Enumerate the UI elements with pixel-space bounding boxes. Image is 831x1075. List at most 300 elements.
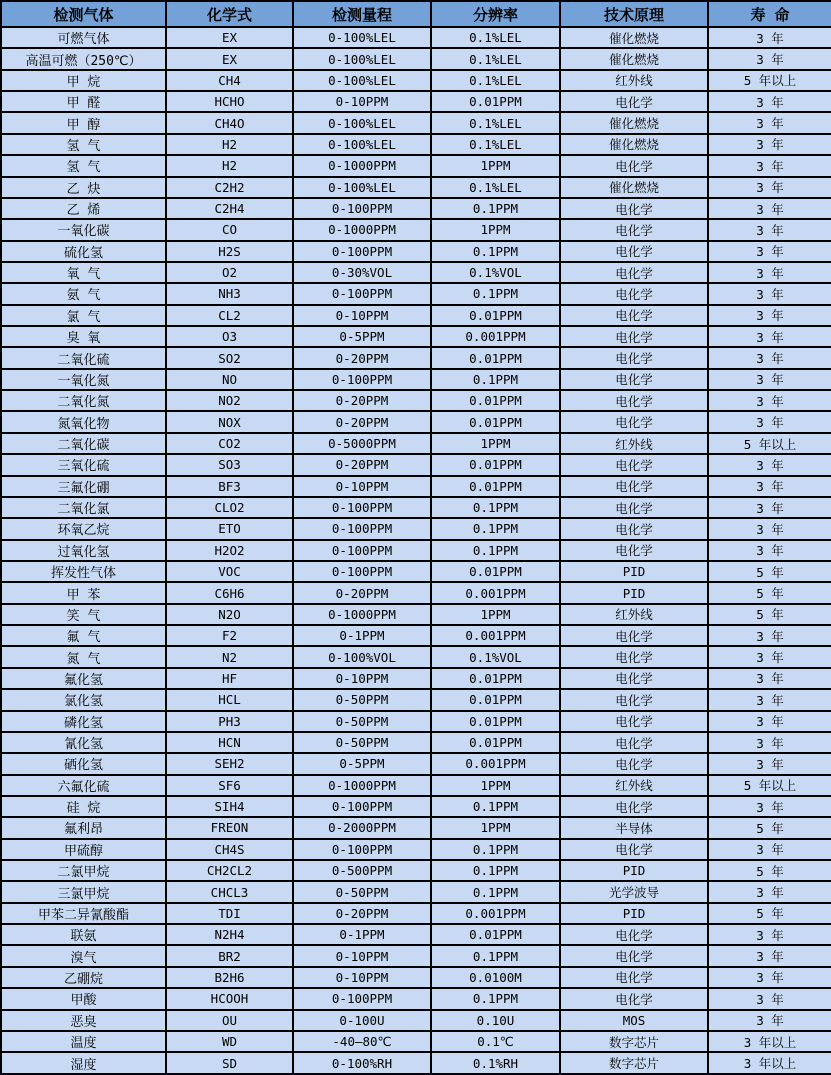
lifespan-cell: 3 年 (708, 1010, 831, 1031)
gas-name-cell: 氮氧化物 (1, 411, 166, 432)
formula-cell: CH4S (166, 839, 293, 860)
gas-name-cell: 硅 烷 (1, 796, 166, 817)
range-cell: 0-100PPM (293, 369, 431, 390)
table-row (1, 241, 831, 262)
range-cell: 0-100%VOL (293, 646, 431, 667)
gas-name-cell: 一氧化碳 (1, 219, 166, 240)
lifespan-cell: 3 年 (708, 155, 831, 176)
resolution-cell: 0.1PPM (431, 860, 560, 881)
gas-name-cell: 硒化氢 (1, 753, 166, 774)
range-cell: 0-20PPM (293, 903, 431, 924)
lifespan-cell: 3 年 (708, 839, 831, 860)
gas-name-cell: 可燃气体 (1, 27, 166, 48)
gas-name-cell: 高温可燃（250℃） (1, 48, 166, 69)
range-cell: 0-20PPM (293, 347, 431, 368)
lifespan-cell: 3 年 (708, 48, 831, 69)
table-row (1, 924, 831, 945)
gas-name-cell: 二氧化氯 (1, 497, 166, 518)
lifespan-cell: 3 年 (708, 711, 831, 732)
table-body (1, 27, 831, 1074)
resolution-cell: 0.1PPM (431, 988, 560, 1009)
table-row (1, 988, 831, 1009)
principle-cell: 电化学 (560, 796, 708, 817)
resolution-cell: 0.1%LEL (431, 177, 560, 198)
gas-name-cell: 二氧化硫 (1, 347, 166, 368)
resolution-cell: 0.10U (431, 1010, 560, 1031)
range-cell: 0-1000PPM (293, 604, 431, 625)
gas-name-cell: 氨 气 (1, 283, 166, 304)
range-cell: 0-100PPM (293, 796, 431, 817)
table-row (1, 711, 831, 732)
formula-cell: FREON (166, 817, 293, 838)
resolution-cell: 0.01PPM (431, 390, 560, 411)
lifespan-cell: 3 年 (708, 945, 831, 966)
principle-cell: 半导体 (560, 817, 708, 838)
formula-cell: CO (166, 219, 293, 240)
table-row (1, 390, 831, 411)
range-cell: 0-10PPM (293, 967, 431, 988)
formula-cell: NOX (166, 411, 293, 432)
table-row (1, 91, 831, 112)
header-lifespan-cell: 寿 命 (708, 1, 831, 27)
formula-cell: OU (166, 1010, 293, 1031)
formula-cell: EX (166, 48, 293, 69)
resolution-cell: 0.01PPM (431, 732, 560, 753)
resolution-cell: 0.1%LEL (431, 27, 560, 48)
table-row (1, 817, 831, 838)
lifespan-cell: 3 年 (708, 668, 831, 689)
gas-name-cell: 硫化氢 (1, 241, 166, 262)
range-cell: -40—80℃ (293, 1031, 431, 1052)
lifespan-cell: 3 年 (708, 646, 831, 667)
resolution-cell: 0.01PPM (431, 561, 560, 582)
principle-cell: 电化学 (560, 689, 708, 710)
range-cell: 0-100%LEL (293, 48, 431, 69)
lifespan-cell: 3 年 (708, 326, 831, 347)
principle-cell: 电化学 (560, 369, 708, 390)
table-row (1, 27, 831, 48)
table-row (1, 625, 831, 646)
resolution-cell: 1PPM (431, 604, 560, 625)
resolution-cell: 0.1PPM (431, 945, 560, 966)
resolution-cell: 0.01PPM (431, 454, 560, 475)
formula-cell: PH3 (166, 711, 293, 732)
range-cell: 0-100%LEL (293, 177, 431, 198)
gas-name-cell: 甲 烷 (1, 70, 166, 91)
lifespan-cell: 3 年 (708, 411, 831, 432)
formula-cell: SF6 (166, 775, 293, 796)
table-row (1, 155, 831, 176)
range-cell: 0-1PPM (293, 924, 431, 945)
formula-cell: TDI (166, 903, 293, 924)
gas-name-cell: 三氟化硼 (1, 476, 166, 497)
table-row (1, 604, 831, 625)
formula-cell: N2O (166, 604, 293, 625)
principle-cell: 电化学 (560, 241, 708, 262)
resolution-cell: 0.1PPM (431, 283, 560, 304)
lifespan-cell: 3 年 (708, 347, 831, 368)
lifespan-cell: 3 年 (708, 177, 831, 198)
range-cell: 0-1000PPM (293, 155, 431, 176)
lifespan-cell: 3 年 (708, 967, 831, 988)
principle-cell: 电化学 (560, 326, 708, 347)
range-cell: 0-50PPM (293, 689, 431, 710)
principle-cell: 催化燃烧 (560, 134, 708, 155)
lifespan-cell: 5 年 (708, 604, 831, 625)
table-row (1, 70, 831, 91)
resolution-cell: 1PPM (431, 433, 560, 454)
header-range-cell: 检测量程 (293, 1, 431, 27)
resolution-cell: 1PPM (431, 775, 560, 796)
table-row (1, 262, 831, 283)
range-cell: 0-100U (293, 1010, 431, 1031)
resolution-cell: 1PPM (431, 155, 560, 176)
lifespan-cell: 5 年以上 (708, 433, 831, 454)
table-row (1, 1052, 831, 1074)
table-row (1, 369, 831, 390)
table-row (1, 561, 831, 582)
principle-cell: 电化学 (560, 540, 708, 561)
table-row (1, 476, 831, 497)
lifespan-cell: 3 年以上 (708, 1052, 831, 1074)
table-row (1, 753, 831, 774)
gas-name-cell: 甲苯二异氰酸酯 (1, 903, 166, 924)
formula-cell: SEH2 (166, 753, 293, 774)
lifespan-cell: 3 年以上 (708, 1031, 831, 1052)
formula-cell: H2 (166, 134, 293, 155)
formula-cell: EX (166, 27, 293, 48)
resolution-cell: 0.01PPM (431, 689, 560, 710)
principle-cell: 电化学 (560, 476, 708, 497)
gas-name-cell: 环氧乙烷 (1, 518, 166, 539)
range-cell: 0-20PPM (293, 454, 431, 475)
principle-cell: 电化学 (560, 411, 708, 432)
principle-cell: 电化学 (560, 198, 708, 219)
lifespan-cell: 3 年 (708, 540, 831, 561)
principle-cell: 数字芯片 (560, 1031, 708, 1052)
resolution-cell: 1PPM (431, 817, 560, 838)
resolution-cell: 0.1%LEL (431, 112, 560, 133)
gas-name-cell: 一氧化氮 (1, 369, 166, 390)
principle-cell: 光学波导 (560, 881, 708, 902)
lifespan-cell: 3 年 (708, 198, 831, 219)
principle-cell: 电化学 (560, 91, 708, 112)
lifespan-cell: 3 年 (708, 134, 831, 155)
resolution-cell: 0.001PPM (431, 903, 560, 924)
formula-cell: BR2 (166, 945, 293, 966)
gas-name-cell: 氟 气 (1, 625, 166, 646)
formula-cell: N2H4 (166, 924, 293, 945)
formula-cell: O3 (166, 326, 293, 347)
formula-cell: H2O2 (166, 540, 293, 561)
formula-cell: C2H2 (166, 177, 293, 198)
principle-cell: 红外线 (560, 433, 708, 454)
lifespan-cell: 3 年 (708, 454, 831, 475)
resolution-cell: 0.1%VOL (431, 646, 560, 667)
resolution-cell: 0.01PPM (431, 924, 560, 945)
formula-cell: BF3 (166, 476, 293, 497)
table-row (1, 326, 831, 347)
table-row (1, 177, 831, 198)
range-cell: 0-100PPM (293, 540, 431, 561)
principle-cell: 电化学 (560, 753, 708, 774)
lifespan-cell: 3 年 (708, 262, 831, 283)
formula-cell: HF (166, 668, 293, 689)
gas-name-cell: 氧 气 (1, 262, 166, 283)
resolution-cell: 0.1%LEL (431, 70, 560, 91)
table-row (1, 689, 831, 710)
range-cell: 0-50PPM (293, 711, 431, 732)
principle-cell: 电化学 (560, 347, 708, 368)
table-row (1, 518, 831, 539)
table-row (1, 48, 831, 69)
lifespan-cell: 3 年 (708, 91, 831, 112)
range-cell: 0-50PPM (293, 881, 431, 902)
gas-name-cell: 三氯甲烷 (1, 881, 166, 902)
formula-cell: H2 (166, 155, 293, 176)
gas-name-cell: 氯 气 (1, 305, 166, 326)
gas-name-cell: 二氯甲烷 (1, 860, 166, 881)
principle-cell: 电化学 (560, 945, 708, 966)
gas-name-cell: 联氨 (1, 924, 166, 945)
range-cell: 0-2000PPM (293, 817, 431, 838)
gas-name-cell: 乙硼烷 (1, 967, 166, 988)
range-cell: 0-10PPM (293, 945, 431, 966)
formula-cell: F2 (166, 625, 293, 646)
principle-cell: 电化学 (560, 390, 708, 411)
range-cell: 0-100PPM (293, 518, 431, 539)
formula-cell: VOC (166, 561, 293, 582)
gas-name-cell: 二氧化氮 (1, 390, 166, 411)
table-row (1, 134, 831, 155)
table-row (1, 775, 831, 796)
lifespan-cell: 3 年 (708, 518, 831, 539)
lifespan-cell: 5 年 (708, 860, 831, 881)
table-row (1, 945, 831, 966)
table-row (1, 1031, 831, 1052)
principle-cell: 电化学 (560, 454, 708, 475)
lifespan-cell: 3 年 (708, 27, 831, 48)
principle-cell: 电化学 (560, 988, 708, 1009)
gas-name-cell: 氯化氢 (1, 689, 166, 710)
principle-cell: 电化学 (560, 518, 708, 539)
table-row (1, 540, 831, 561)
resolution-cell: 0.1%LEL (431, 134, 560, 155)
table-row (1, 646, 831, 667)
principle-cell: 电化学 (560, 219, 708, 240)
resolution-cell: 0.1PPM (431, 839, 560, 860)
formula-cell: NO (166, 369, 293, 390)
resolution-cell: 0.1PPM (431, 241, 560, 262)
principle-cell: 电化学 (560, 668, 708, 689)
lifespan-cell: 3 年 (708, 625, 831, 646)
resolution-cell: 0.1%RH (431, 1052, 560, 1074)
formula-cell: CH4O (166, 112, 293, 133)
formula-cell: HCL (166, 689, 293, 710)
lifespan-cell: 3 年 (708, 924, 831, 945)
lifespan-cell: 5 年 (708, 582, 831, 603)
formula-cell: HCHO (166, 91, 293, 112)
gas-name-cell: 乙 炔 (1, 177, 166, 198)
formula-cell: CLO2 (166, 497, 293, 518)
range-cell: 0-100PPM (293, 283, 431, 304)
gas-name-cell: 氮 气 (1, 646, 166, 667)
range-cell: 0-20PPM (293, 582, 431, 603)
range-cell: 0-500PPM (293, 860, 431, 881)
principle-cell: 催化燃烧 (560, 177, 708, 198)
gas-name-cell: 温度 (1, 1031, 166, 1052)
header-resolution-cell: 分辨率 (431, 1, 560, 27)
resolution-cell: 0.1PPM (431, 497, 560, 518)
resolution-cell: 0.001PPM (431, 753, 560, 774)
range-cell: 0-100PPM (293, 241, 431, 262)
gas-name-cell: 甲 醇 (1, 112, 166, 133)
table-row (1, 433, 831, 454)
table-row (1, 219, 831, 240)
principle-cell: 电化学 (560, 305, 708, 326)
formula-cell: SO3 (166, 454, 293, 475)
gas-name-cell: 恶臭 (1, 1010, 166, 1031)
table-row (1, 903, 831, 924)
lifespan-cell: 3 年 (708, 305, 831, 326)
gas-name-cell: 溴气 (1, 945, 166, 966)
principle-cell: 电化学 (560, 283, 708, 304)
lifespan-cell: 3 年 (708, 390, 831, 411)
gas-name-cell: 甲硫醇 (1, 839, 166, 860)
formula-cell: B2H6 (166, 967, 293, 988)
gas-name-cell: 臭 氧 (1, 326, 166, 347)
gas-name-cell: 挥发性气体 (1, 561, 166, 582)
resolution-cell: 0.01PPM (431, 711, 560, 732)
principle-cell: PID (560, 582, 708, 603)
formula-cell: N2 (166, 646, 293, 667)
lifespan-cell: 3 年 (708, 988, 831, 1009)
lifespan-cell: 3 年 (708, 476, 831, 497)
range-cell: 0-1000PPM (293, 775, 431, 796)
table-row (1, 454, 831, 475)
principle-cell: 红外线 (560, 70, 708, 91)
range-cell: 0-5000PPM (293, 433, 431, 454)
principle-cell: 电化学 (560, 155, 708, 176)
range-cell: 0-100PPM (293, 988, 431, 1009)
range-cell: 0-1000PPM (293, 219, 431, 240)
resolution-cell: 0.01PPM (431, 411, 560, 432)
resolution-cell: 0.1PPM (431, 796, 560, 817)
principle-cell: 电化学 (560, 967, 708, 988)
gas-name-cell: 过氧化氢 (1, 540, 166, 561)
formula-cell: CL2 (166, 305, 293, 326)
formula-cell: CH2CL2 (166, 860, 293, 881)
principle-cell: 电化学 (560, 924, 708, 945)
lifespan-cell: 5 年以上 (708, 775, 831, 796)
gas-name-cell: 甲 苯 (1, 582, 166, 603)
principle-cell: 电化学 (560, 262, 708, 283)
gas-name-cell: 湿度 (1, 1052, 166, 1074)
gas-name-cell: 甲 醛 (1, 91, 166, 112)
header-row (1, 1, 831, 27)
table-row (1, 860, 831, 881)
lifespan-cell: 3 年 (708, 112, 831, 133)
formula-cell: H2S (166, 241, 293, 262)
header-gas-name-cell: 检测气体 (1, 1, 166, 27)
gas-name-cell: 二氧化碳 (1, 433, 166, 454)
resolution-cell: 0.0100M (431, 967, 560, 988)
resolution-cell: 0.01PPM (431, 347, 560, 368)
resolution-cell: 0.1%LEL (431, 48, 560, 69)
range-cell: 0-10PPM (293, 91, 431, 112)
principle-cell: PID (560, 903, 708, 924)
gas-name-cell: 甲酸 (1, 988, 166, 1009)
formula-cell: O2 (166, 262, 293, 283)
table-row (1, 839, 831, 860)
range-cell: 0-100PPM (293, 198, 431, 219)
range-cell: 0-5PPM (293, 753, 431, 774)
resolution-cell: 0.01PPM (431, 91, 560, 112)
formula-cell: HCOOH (166, 988, 293, 1009)
principle-cell: PID (560, 561, 708, 582)
table-row (1, 411, 831, 432)
resolution-cell: 0.1PPM (431, 198, 560, 219)
range-cell: 0-100PPM (293, 497, 431, 518)
range-cell: 0-100%LEL (293, 112, 431, 133)
resolution-cell: 0.1PPM (431, 540, 560, 561)
principle-cell: 红外线 (560, 775, 708, 796)
gas-name-cell: 氢 气 (1, 155, 166, 176)
table-row (1, 881, 831, 902)
lifespan-cell: 3 年 (708, 497, 831, 518)
formula-cell: NH3 (166, 283, 293, 304)
principle-cell: 电化学 (560, 732, 708, 753)
range-cell: 0-10PPM (293, 476, 431, 497)
lifespan-cell: 5 年 (708, 817, 831, 838)
resolution-cell: 0.01PPM (431, 305, 560, 326)
principle-cell: 电化学 (560, 497, 708, 518)
formula-cell: SD (166, 1052, 293, 1074)
range-cell: 0-50PPM (293, 732, 431, 753)
table-row (1, 497, 831, 518)
range-cell: 0-1PPM (293, 625, 431, 646)
range-cell: 0-5PPM (293, 326, 431, 347)
formula-cell: CH4 (166, 70, 293, 91)
range-cell: 0-100%LEL (293, 70, 431, 91)
gas-name-cell: 氟利昂 (1, 817, 166, 838)
resolution-cell: 0.001PPM (431, 582, 560, 603)
resolution-cell: 0.1PPM (431, 369, 560, 390)
table-row (1, 283, 831, 304)
lifespan-cell: 5 年以上 (708, 70, 831, 91)
formula-cell: CO2 (166, 433, 293, 454)
gas-name-cell: 氰化氢 (1, 732, 166, 753)
lifespan-cell: 5 年 (708, 561, 831, 582)
resolution-cell: 0.001PPM (431, 326, 560, 347)
resolution-cell: 0.1℃ (431, 1031, 560, 1052)
principle-cell: 催化燃烧 (560, 112, 708, 133)
lifespan-cell: 3 年 (708, 689, 831, 710)
principle-cell: 电化学 (560, 711, 708, 732)
formula-cell: WD (166, 1031, 293, 1052)
principle-cell: 数字芯片 (560, 1052, 708, 1074)
lifespan-cell: 3 年 (708, 219, 831, 240)
formula-cell: NO2 (166, 390, 293, 411)
gas-name-cell: 乙 烯 (1, 198, 166, 219)
principle-cell: 催化燃烧 (560, 48, 708, 69)
table-row (1, 732, 831, 753)
lifespan-cell: 3 年 (708, 881, 831, 902)
table-row (1, 967, 831, 988)
table-row (1, 112, 831, 133)
table-row (1, 668, 831, 689)
resolution-cell: 0.1PPM (431, 881, 560, 902)
